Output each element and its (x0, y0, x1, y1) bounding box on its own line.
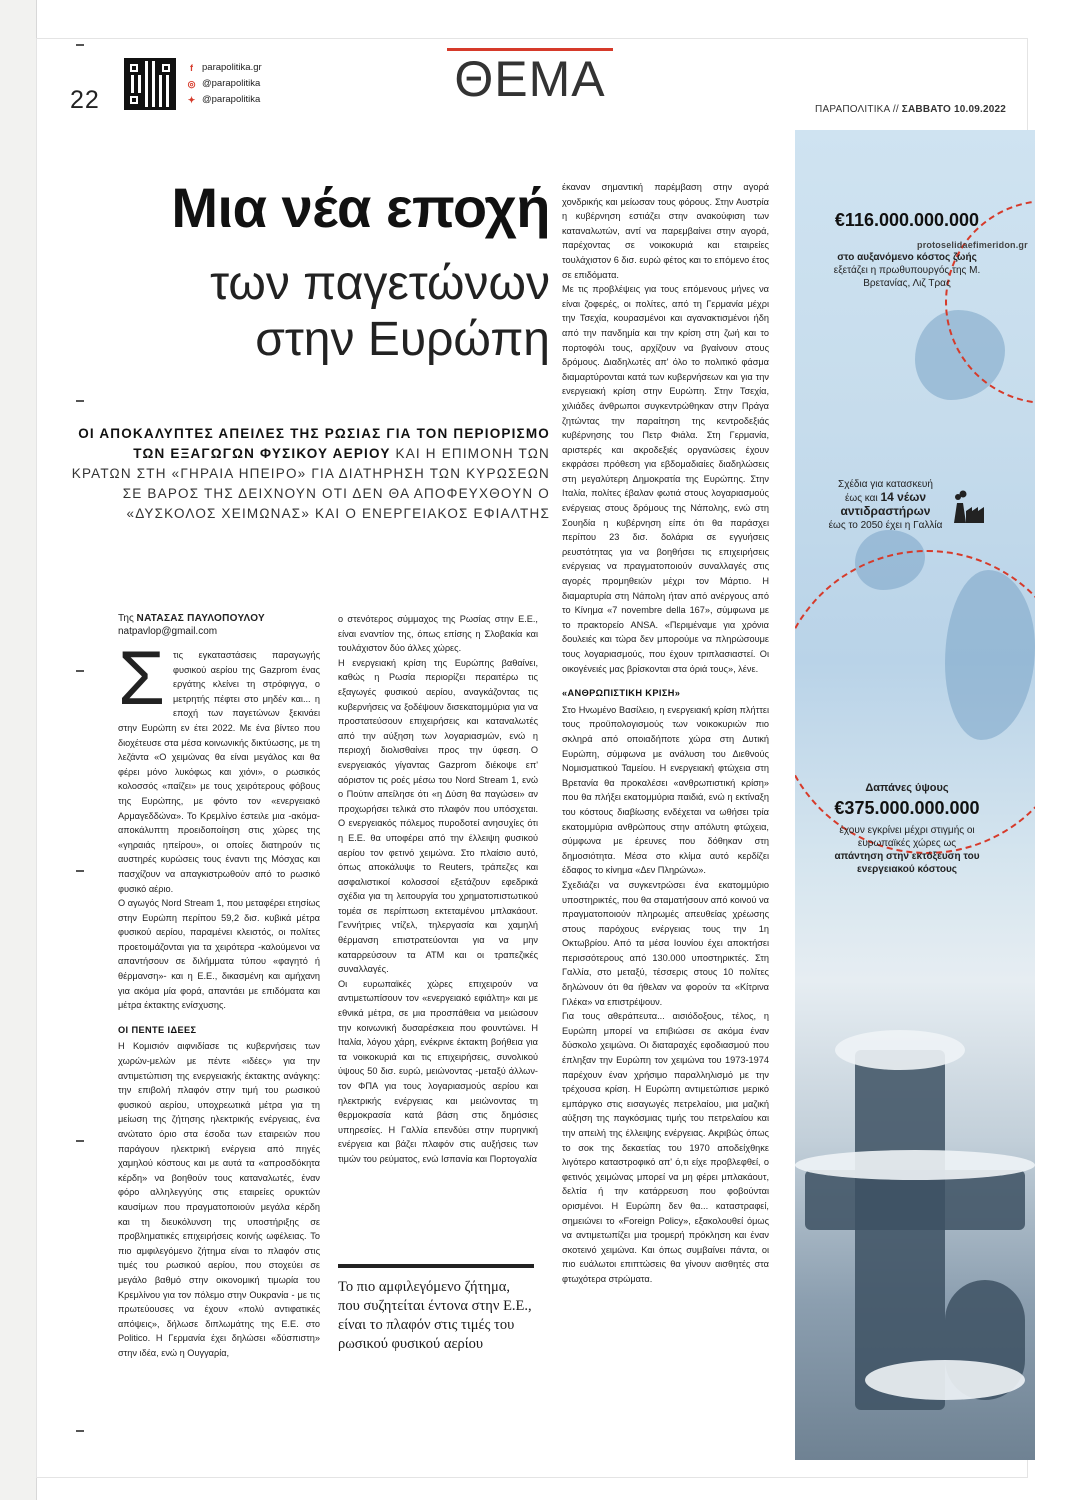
article-paragraph: Με τις προβλέψεις για τους επόμενους μήνες να είναι ζοφερές, οι πολίτες, από τη Γερμανία μέχρι την Τσεχία, κουρασμένοι και αγανακτισμένοι ήδη από την πανδημία και την κρίση στη ζωή και το πορτοφόλι τους, αρχίζουν να βγαίνουν στους δρόμους. Διαδηλωτές απ' όλο το πολιτικό φάσμα διαμαρτύρονται κατά των κυβερνήσεων και για την ενεργειακή κρίση στην Ευρώπη. Στην Τσεχία, χιλιάδες άνθρωποι συγκεντρώθηκαν στην Πράγα ζητώντας την παραίτηση της κεντροδεξιάς κυβέρνησης του Πετρ Φιάλα. Στη Γερμανία, αριστερές και ακροδεξιές οργανώσεις έχουν εκφράσει πρόθεση για εβδομαδιαίες διαδηλώσεις στη μεγαλύτερη Δημοκρατία της Ευρώπης. Στην Ιταλία, πολίτες έβαλαν φωτιά στους λογαριασμούς ενέργειας στους δρόμους της Νάπολης, ενώ στη Σουηδία η κυβέρνηση είπε ότι θα παράσχει περίπου 23 δισ. δολάρια σε εγγυήσεις ρευστότητας για να βοηθήσει τις επιχειρήσεις ενέργειας να πραγματοποιούν συναλλαγές στις αγορές προμηθειών μέχρι τον Μάρτιο. Η διαμαρτυρία στη Νάπολη ήταν από ανέργους από το Κίνημα «7 novembre della 167», σύμφωνα με το πρακτορείο ANSA. «Περιμέναμε για χρόνια δουλειές και τώρα δεν μπορούμε να πληρώσουμε τους λογαριασμούς, που έχουν τριπλασιαστεί. Οι οικογένειές μας βρίσκονται στα όριά τους», λένε. (562, 284, 769, 674)
article-paragraph: Στο Ηνωμένο Βασίλειο, η ενεργειακή κρίση πλήττει τους προϋπολογισμούς των νοικοκυριών πιο σκληρά από οποιαδήποτε χώρα στη Δυτική Ευρώπη, σύμφωνα με ανάλυση του Διεθνούς Νομισματικού Ταμείου. Η ενεργειακή φτώχεια στη Βρετανία θα προκαλέσει «ανθρωπιστική κρίση» που θα πλήξει εκατομμύρια παιδιά, ενώ η εκτίναξη του κόστους διαβίωσης ενδέχεται να ωθήσει τρία εκατομμύρια ανθρώπους στην απόλυτη φτώχεια, σύμφωνα με έρευνες που δόθηκαν στη δημοσιότητα. Μέσα στο κλίμα αυτό κερδίζει έδαφος το κίνημα «Δεν Πληρώνω». (562, 704, 769, 876)
byline-prefix: Της (118, 613, 134, 624)
twitter-icon: ✦ (187, 94, 196, 105)
margin-mark (76, 400, 84, 402)
drop-cap: Σ (118, 636, 165, 721)
social-label: parapolitika.gr (202, 62, 262, 73)
stat-label-bold: στο αυξανόμενο κόστος ζωής (837, 252, 977, 263)
headline: Μια νέα εποχή (171, 176, 550, 239)
stat-label-bold: απάντηση στην εκτόξευση του ενεργειακού κόστους (834, 851, 980, 875)
byline (118, 612, 265, 638)
article-paragraph: Στις εγκαταστάσεις παραγωγής φυσικού αερίου της Gazprom ένας εργάτης κλείνει τη στρόφιγγα, ο μετρητής πέφτει στο μηδέν και... η εποχή των παγετώνων ξεκινάει στην Ευρώπη εν έτει 2022. Με ένα βίντεο που διοχέτευσε στα μέσα κοινωνικής δικτύωσης, με τη λεζάντα «Ο χειμώνας θα είναι μεγάλος και θα φέρει μόνο λυκόφως και χιόνι», ο ρωσικός κολοσσός «παίζει» με τους χειρότερους φόβους της Ευρώπης, με φόντο τον «ενεργειακό Αρμαγεδδώνα». Το Κρεμλίνο έστειλε μια -ακόμα- αποκάλυπτη προειδοποίηση στις χώρες της «γηραιάς ηπείρου», οι οποίες διατηρούν τις αυστηρές κυρώσεις τους έναντι της Μόσχας και πασχίζουν να απαγκιστρωθούν από το ρωσικό φυσικό αέριο. (118, 636, 320, 894)
social-item-twitter[interactable] (187, 92, 262, 108)
deck-bold: ΟΙ ΑΠΟΚΑΛΥΠΤΕΣ ΑΠΕΙΛΕΣ ΤΗΣ ΡΩΣΙΑΣ ΓΙΑ ΤΟΝ ΠΕΡΙΟΡΙΣΜΟ ΤΩΝ ΕΞΑΓΩΓΩΝ ΦΥΣΙΚΟΥ ΑΕΡΙΟΥ (78, 426, 550, 461)
article-deck (70, 424, 550, 524)
subheading: «ΑΝΘΡΩΠΙΣΤΙΚΗ ΚΡΙΣΗ» (562, 688, 681, 699)
stat-label (812, 782, 1002, 795)
scan-edge (0, 0, 37, 1500)
stat-label-bold: 14 νέων αντιδραστήρων (840, 490, 931, 518)
article-paragraph: Οι ευρωπαϊκές χώρες επιχειρούν να αντιμετωπίσουν τον «ενεργειακό εφιάλτη» και με εθνικά μέτρα, σε μια προσπάθεια να μειώσουν την κοινωνική δυσαρέσκεια που φουντώνει. Η Ιταλία, λόγου χάρη, ενέκρινε έκτακτη βοήθεια για τα νοικοκυριά και τις επιχειρήσεις, συνολικού ύψους 50 δισ. ευρώ, μειώνοντας -μεταξύ άλλων- τον ΦΠΑ για τους λογαριασμούς αερίου και ηλεκτρικής ενέργειας και μειώνοντας τη θερμοκρασία κατά βάση στις δημόσιες υπηρεσίες. Η Γαλλία επενδύει στην πυρηνική ενέργεια και βάζει πλαφόν στις αυξήσεις των τιμών του ρεύματος, ενώ Ισπανία και Πορτογαλία (338, 978, 538, 1164)
snow-patch (795, 1150, 1035, 1180)
article-column-3 (562, 180, 769, 1287)
article-paragraph: ο στενότερος σύμμαχος της Ρωσίας στην Ε.Ε., είναι εναντίον της, όπως επίσης η Σλοβακία και τουλάχιστον δύο άλλες χώρες. (338, 614, 538, 654)
snow-patch (835, 1030, 965, 1070)
stat-label (812, 251, 1002, 290)
stat-label (818, 478, 953, 532)
page-number: 22 (70, 86, 100, 114)
article-paragraph: Η Κομισιόν αιφνιδίασε τις κυβερνήσεις των χωρών-μελών με πέντε «ιδέες» για την αντιμετώπιση της ενεργειακής έκτακτης ανάγκης: την επιβολή πλαφόν στην τιμή του ρωσικού φυσικού αερίου, υποχρεωτικά μέτρα για τη μείωση της ζήτησης ηλεκτρικής ενέργειας, ένα ανώτατο όριο στα έσοδα των εταιρειών που παράγουν ηλεκτρική ενέργεια από πηγές χαμηλού κόστους και με αυτά τα «απροσδόκητα κέρδη» να βοηθούν τους καταναλωτές, έναν φόρο αλληλεγγύης στις εταιρείες ορυκτών καυσίμων που πραγματοποιούν μεγάλα κέρδη και τη διευκόλυνση της υποστήριξης σε προβληματικές επιχειρήσεις κοινής ωφέλειας. Το πιο αμφιλεγόμενο ζήτημα είναι το πλαφόν στις τιμές του ρωσικού αερίου, που στοχεύει σε μεγάλο βαθμό στην οικονομική τιμωρία του Κρεμλίνου για τον πόλεμο στην Ουκρανία - με τις πρωτεύουσες να έχουν «πολύ αντιφατικές απόψεις», δήλωσε διπλωμάτης της Ε.Ε. στο Politico. Η Γερμανία έχει δηλώσει «δύσπιστη» στην ιδέα, ενώ η Ουγγαρία, (118, 1041, 320, 1358)
watermark: protoselidaefimeridon.gr (917, 240, 1028, 250)
publication-name: ΠΑΡΑΠΟΛΙΤΙΚΑ // (815, 104, 899, 115)
author-email[interactable]: natpavlop@gmail.com (118, 626, 218, 637)
stat-label-text: Σχέδια για κατασκευή (838, 479, 933, 490)
pull-quote: Το πιο αμφιλεγόμενο ζήτημα, που συζητείται έντονα στην Ε.Ε., είναι το πλαφόν στις τιμές του ρωσικού φυσικού αερίου (338, 1264, 534, 1354)
social-label: @parapolitika (202, 94, 261, 105)
stat-label (812, 824, 1002, 876)
stat-value: €375.000.000.000 (834, 798, 980, 818)
section-title: ΘΕΜΑ (454, 51, 606, 107)
margin-mark (76, 870, 84, 872)
nuclear-plant-icon (950, 489, 986, 525)
stat-label-text: έχουν εγκρίνει μέχρι στιγμής οι ευρωπαϊκές χώρες ως (839, 825, 975, 849)
stat-label-text: εξετάζει η πρωθυπουργός της Μ. Βρετανίας, Λιζ Τρας (833, 265, 981, 289)
stat-label-text: έως το 2050 έχει η Γαλλία (828, 520, 943, 531)
social-links (187, 60, 262, 108)
margin-mark (76, 1140, 84, 1142)
article-column-1 (118, 636, 320, 1361)
issue-date: ΣΑΒΒΑΤΟ 10.09.2022 (901, 104, 1006, 115)
snow-patch (865, 1360, 1025, 1400)
margin-mark (76, 670, 84, 672)
sidebar-photo (795, 130, 1035, 1460)
article-paragraph: Σχεδιάζει να συγκεντρώσει ένα εκατομμύριο υποστηρικτές, που θα σταματήσουν από κοινού να πραγματοποιούν πληρωμές απευθείας χρέωσης στους παρόχους ενέργειας τους την 1η Οκτωβρίου. Από τα μέσα Ιουνίου έχει αποκτήσει περισσότερους από 130.000 υποστηρικτές. Στη Γαλλία, στο μεταξύ, τέσσερις στους 10 πολίτες δηλώνουν ότι θα ήθελαν να φορούν τα «Κίτρινα Γιλέκα» να επιστρέψουν. (562, 879, 769, 1007)
qr-code-icon[interactable] (124, 58, 176, 110)
article-paragraph: Για τους αθεράπευτα... αισιόδοξους, τέλος, η Ευρώπη μπορεί να επιβιώσει σε ακόμα έναν δύσκολο χειμώνα. Οι διαταραχές εφοδιασμού που έπληξαν την Ευρώπη τον χειμώνα του 1973-1974 παρέχουν έναν χρήσιμο παραλληλισμό με την τρέχουσα κρίση. Η Ευρώπη αντιμετώπισε μερικό εμπάργκο στις εισαγωγές πετρελαίου, μια μαζική αύξηση της παγκόσμιας τιμής του πετρελαίου και την απειλή της έλλειψης ενέργειας. Ακριβώς όπως το σοκ της δεκαετίας του 1970 αποδείχθηκε λιγότερο καταστροφικό απ' ό,τι είχε προβλεφθεί, ο φετινός χειμώνας μπορεί να μη φέρει μπλακάουτ, δελτία ή την κατάρρευση που φοβούνται ορισμένοι. Η Ευρώπη δεν θα... καταστραφεί, σημειώνει το «Foreign Policy», εξακολουθεί όμως να αντιμετωπίζει μια τρομερή πρόκληση και έναν σκοτεινό χειμώνα. Και όπως συμβαίνει πάντα, οι πιο ευάλωτοι επιπτώσεις θα γίνουν αισθητές στα φτωχότερα στρώματα. (562, 1011, 769, 1284)
stat-heading: Δαπάνες ύψους (865, 782, 949, 794)
article-paragraph: Η ενεργειακή κρίση της Ευρώπης βαθαίνει, καθώς η Ρωσία περιορίζει περαιτέρω τις εξαγωγές φυσικού αερίου, αναγκάζοντας τις κυβερνήσεις να ξοδέψουν δισεκατομμύρια για να προστατεύσουν επιχειρήσεις και καταναλωτές από την αύξηση των λογαριασμών, ενώ η περιοχή διολισθαίνει προς την ύφεση. Ο ενεργειακός γίγαντας Gazprom διέκοψε επ' αόριστον τις ροές μέσω του Nord Stream 1, ενώ ο Πούτιν απείλησε ότι «η Δύση θα παγώσει» αν προχωρήσει τελικά στο πλαφόν που υπόσχεται. Ο ενεργειακός πόλεμος πυροδοτεί ανησυχίες ότι η Ε.Ε. θα υποφέρει από την έλλειψη φυσικού αερίου τον φετινό χειμώνα. Στο πλαίσιο αυτό, όπως αποκάλυψε το Reuters, τράπεζες και ασφαλιστικοί κολοσσοί εξετάζουν εφεδρικά σχέδια για τη λειτουργία του χρηματοπιστωτικού τομέα σε περίπτωση εκτεταμένου μπλακάουτ. Γεννήτριες ντίζελ, τηλεργασία και χαμηλή θέρμανση επιστρατεύονται για να μην καταρρεύσουν τα ΑΤΜ και οι τραπεζικές συναλλαγές. (338, 657, 538, 975)
instagram-icon: ◎ (187, 78, 196, 89)
issue-info (815, 104, 1006, 115)
stat-label-text: έως και (844, 493, 878, 504)
social-item-instagram[interactable] (187, 76, 262, 92)
author-name: ΝΑΤΑΣΑΣ ΠΑΥΛΟΠΟΥΛΟΥ (136, 613, 265, 624)
deck-light: ΚΑΙ Η ΕΠΙΜΟΝΗ ΤΩΝ ΚΡΑΤΩΝ ΣΤΗ «ΓΗΡΑΙΑ ΗΠΕΙΡΟ» ΓΙΑ ΔΙΑΤΗΡΗΣΗ ΤΩΝ ΚΥΡΩΣΕΩΝ ΣΕ ΒΑΡΟΣ ΤΗΣ ΔΕΙΧΝΟΥΝ ΟΤΙ ΔΕΝ ΘΑ ΑΠΟΦΕΥΧΘΟΥΝ Ο «ΔΥΣΚΟΛΟΣ ΧΕΙΜΩΝΑΣ» ΚΑΙ Ο ΕΝΕΡΓΕΙΑΚΟΣ ΕΦΙΑΛΤΗΣ (71, 446, 550, 521)
stat-value: €116.000.000.000 (834, 210, 980, 230)
headline-line: στην Ευρώπη (255, 313, 550, 366)
pipeline-shape (855, 1050, 945, 1410)
headline-secondary (120, 256, 550, 368)
social-label: @parapolitika (202, 78, 261, 89)
subheading: ΟΙ ΠΕΝΤΕ ΙΔΕΕΣ (118, 1024, 197, 1035)
margin-mark (76, 1430, 84, 1432)
social-item-facebook[interactable] (187, 60, 262, 76)
facebook-icon: f (190, 62, 193, 73)
crop-mark (76, 44, 84, 46)
headline-line: των παγετώνων (210, 257, 550, 310)
article-paragraph: Ο αγωγός Nord Stream 1, που μεταφέρει ετησίως στην Ευρώπη περίπου 59,2 δισ. κυβικά μέτρα φυσικού αερίου, παραμένει κλειστός, οι πολίτες προετοιμάζονται για τα χειρότερα -καλούμενοι να απαντήσουν σε διλήμματα τύπου «φαγητό ή θέρμανση»- και η Ε.Ε., δικασμένη και αμήχανη για ακόμα μία φορά, απαντάει με επιδόματα και μέτρα έκτακτης ενίσχυσης. (118, 898, 320, 1011)
article-paragraph: έκαναν σημαντική παρέμβαση στην αγορά χονδρικής και μείωσαν τους φόρους. Στην Αυστρία η κυβέρνηση εστιάζει στην ανακούφιση των καταναλωτών, αντί να παρεμβαίνει στην αγορά, παρέχοντας σε νοικοκυριά και εταιρείες τουλάχιστον 6 δισ. ευρώ φέτος και το επόμενο έτος σε επιδόματα. (562, 182, 769, 280)
article-column-2 (338, 612, 538, 1167)
